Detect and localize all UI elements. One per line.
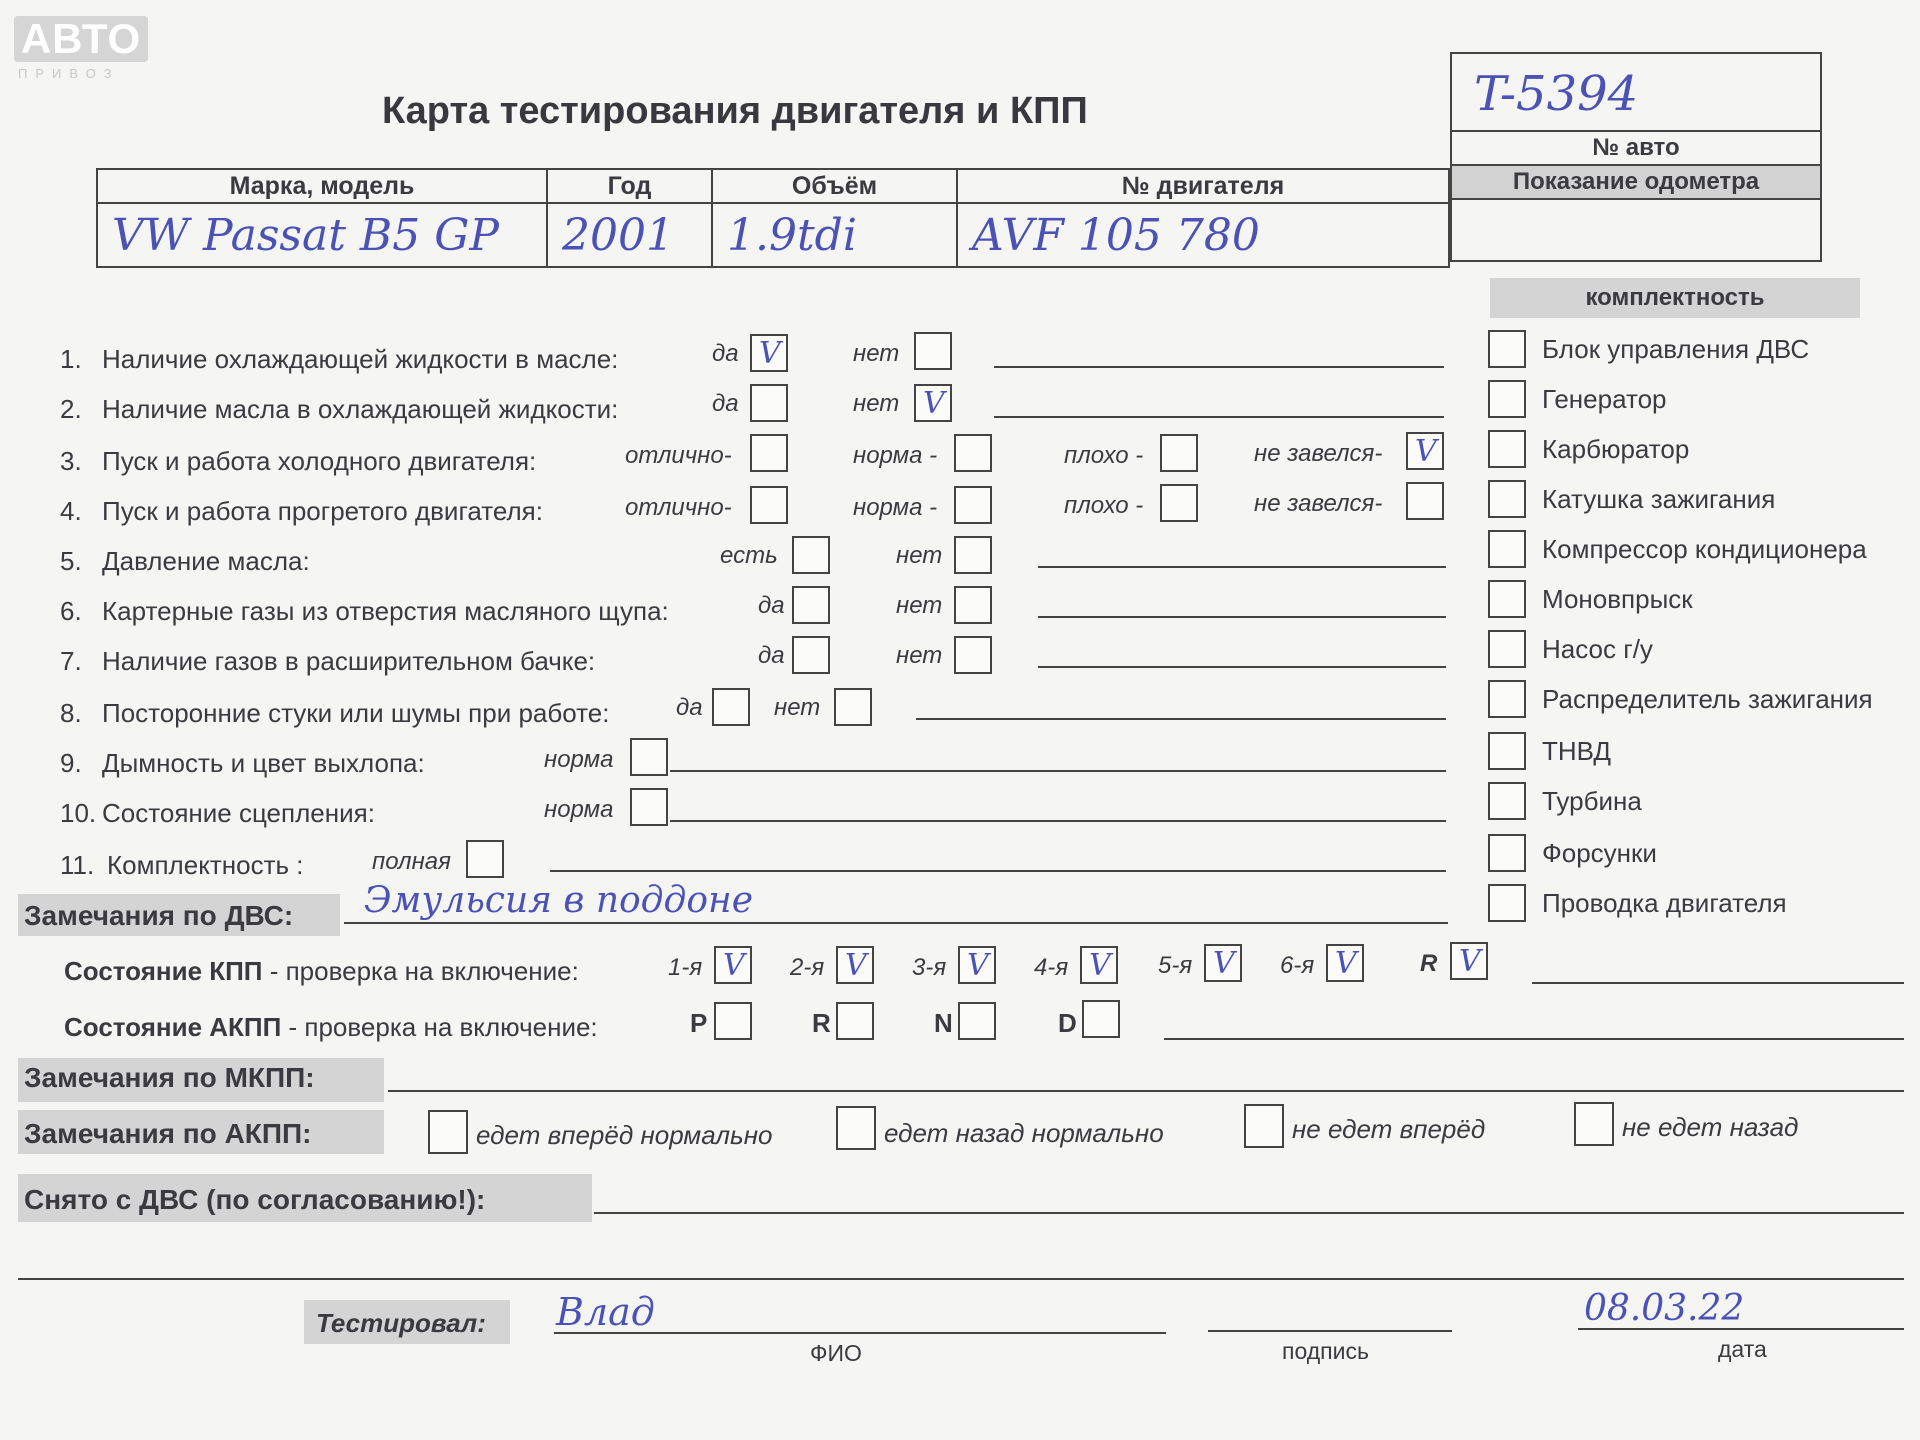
kpp-label-bold: Состояние КПП — [64, 956, 263, 986]
odometer-value-cell[interactable] — [1450, 198, 1822, 262]
question-number: 11. — [60, 850, 95, 880]
check-mark: V — [723, 948, 745, 983]
check-mark: V — [1415, 434, 1437, 469]
akpp-option-label: едет назад нормально — [884, 1118, 1164, 1148]
kpp-label-rest: - проверка на включение: — [262, 956, 579, 986]
make-model-value[interactable]: VW Passat B5 GP — [97, 203, 547, 267]
completeness-checkbox[interactable] — [1488, 580, 1526, 618]
question-text: Наличие масла в охлаждающей жидкости: — [102, 394, 619, 424]
question-number: 5. — [60, 546, 82, 576]
gear-label: R — [1420, 950, 1438, 977]
gear-checkbox[interactable] — [1450, 942, 1488, 980]
completeness-checkbox[interactable] — [1488, 834, 1526, 872]
completeness-checkbox[interactable] — [1488, 530, 1526, 568]
checkbox-yes[interactable] — [792, 536, 830, 574]
option-label: нет — [896, 542, 943, 569]
check-mark: V — [923, 386, 945, 421]
question-text: Наличие газов в расширительном бачке: — [102, 646, 596, 676]
car-number-value: T-5394 — [1474, 66, 1639, 122]
akpp-option-checkbox[interactable] — [1574, 1102, 1614, 1146]
checkbox-complete[interactable] — [466, 840, 504, 878]
comment-line[interactable] — [670, 770, 1446, 772]
completeness-checkbox[interactable] — [1488, 380, 1526, 418]
akpp-label — [64, 1012, 598, 1043]
question-number: 2. — [60, 394, 82, 424]
question-text: Состояние сцепления: — [102, 798, 375, 828]
check-mark: V — [1459, 944, 1481, 979]
mode-checkbox[interactable] — [836, 1002, 874, 1040]
option-label: нет — [853, 390, 900, 417]
engine-remarks-value[interactable]: Эмульсия в поддоне — [364, 880, 754, 921]
comment-line[interactable] — [1038, 616, 1446, 618]
mode-label: N — [934, 1008, 953, 1038]
option-label: есть — [720, 542, 778, 569]
comment-line[interactable] — [1038, 566, 1446, 568]
option-label: не завелся- — [1254, 440, 1383, 467]
check-mark: V — [845, 948, 867, 983]
gear-checkbox[interactable] — [1326, 944, 1364, 982]
car-number-cell[interactable] — [1452, 54, 1820, 132]
checkbox-no[interactable] — [954, 586, 992, 624]
completeness-item: Блок управления ДВС — [1542, 334, 1810, 364]
removed-line-2[interactable] — [18, 1278, 1904, 1280]
akpp-option-checkbox[interactable] — [428, 1110, 468, 1154]
option-label: плохо - — [1064, 492, 1144, 519]
mkpp-remarks-line[interactable] — [388, 1090, 1904, 1092]
date-value[interactable]: 08.03.22 — [1584, 1288, 1745, 1329]
date-label: дата — [1718, 1336, 1767, 1362]
option-label: норма - — [853, 442, 938, 469]
check-mark: V — [967, 948, 989, 983]
comment-line[interactable] — [1038, 666, 1446, 668]
completeness-checkbox[interactable] — [1488, 430, 1526, 468]
checkbox-bad[interactable] — [1160, 484, 1198, 522]
checkbox-yes[interactable] — [792, 586, 830, 624]
question-number: 3. — [60, 446, 82, 476]
check-mark: V — [1335, 946, 1357, 981]
akpp-comment-line[interactable] — [1164, 1038, 1904, 1040]
kpp-comment-line[interactable] — [1532, 982, 1904, 984]
comment-line[interactable] — [670, 820, 1446, 822]
completeness-checkbox[interactable] — [1488, 630, 1526, 668]
checkbox-no[interactable] — [834, 688, 872, 726]
checkbox-normal[interactable] — [954, 486, 992, 524]
option-label: норма — [544, 796, 614, 823]
option-label: плохо - — [1064, 442, 1144, 469]
completeness-item: Проводка двигателя — [1542, 888, 1787, 918]
completeness-checkbox[interactable] — [1488, 330, 1526, 368]
question-text: Дымность и цвет выхлопа: — [102, 748, 425, 778]
akpp-option-checkbox[interactable] — [836, 1106, 876, 1150]
mode-checkbox[interactable] — [1082, 1000, 1120, 1038]
question-number: 4. — [60, 496, 82, 526]
tester-name[interactable]: Влад — [556, 1290, 655, 1334]
akpp-remarks-label: Замечания по АКПП: — [24, 1118, 312, 1149]
mode-checkbox[interactable] — [958, 1002, 996, 1040]
akpp-option-label: едет вперёд нормально — [476, 1120, 773, 1150]
option-label: нет — [774, 694, 821, 721]
car-number-label: № авто — [1452, 132, 1820, 166]
checkbox-normal[interactable] — [630, 738, 668, 776]
question-text: Наличие охлаждающей жидкости в масле: — [102, 344, 619, 374]
gear-label: 4-я — [1034, 954, 1069, 981]
col-engine-number: № двигателя — [957, 169, 1449, 203]
mode-label: R — [812, 1008, 831, 1038]
question-number: 8. — [60, 698, 82, 728]
signature-line[interactable] — [1208, 1330, 1452, 1332]
vehicle-info-table — [96, 168, 1450, 268]
gear-checkbox[interactable] — [958, 946, 996, 984]
akpp-option-checkbox[interactable] — [1244, 1104, 1284, 1148]
check-mark: V — [1089, 948, 1111, 983]
question-text: Комплектность : — [107, 850, 304, 880]
mode-checkbox[interactable] — [714, 1002, 752, 1040]
gear-label: 5-я — [1158, 952, 1193, 979]
gear-checkbox[interactable] — [1204, 944, 1242, 982]
removed-label: Снято с ДВС (по согласованию!): — [24, 1184, 486, 1215]
option-label: полная — [372, 848, 451, 875]
completeness-item: Моновпрыск — [1542, 584, 1693, 614]
kpp-label — [64, 956, 579, 987]
mode-label: P — [690, 1008, 708, 1038]
gear-label: 2-я — [790, 954, 825, 981]
completeness-item: Катушка зажигания — [1542, 484, 1776, 514]
option-label: отлично- — [625, 494, 732, 521]
col-year: Год — [547, 169, 712, 203]
completeness-checkbox[interactable] — [1488, 732, 1526, 770]
completeness-item: Распределитель зажигания — [1542, 684, 1873, 714]
completeness-title: комплектность — [1490, 278, 1860, 318]
checkbox-no[interactable] — [954, 636, 992, 674]
completeness-item: Турбина — [1542, 786, 1642, 816]
question-number: 1. — [60, 344, 82, 374]
gear-checkbox[interactable] — [836, 946, 874, 984]
question-text: Пуск и работа холодного двигателя: — [102, 446, 537, 476]
check-mark: V — [1213, 946, 1235, 981]
comment-line[interactable] — [994, 416, 1444, 418]
checkbox-yes[interactable] — [750, 384, 788, 422]
question-number: 7. — [60, 646, 82, 676]
checkbox-not-started[interactable] — [1406, 432, 1444, 470]
tested-label: Тестировал: — [316, 1308, 486, 1338]
engine-remarks-line — [344, 922, 1448, 924]
odometer-label: Показание одометра — [1452, 166, 1820, 200]
question-number: 10. — [60, 798, 97, 828]
gear-label: 3-я — [912, 954, 947, 981]
option-label: норма - — [853, 494, 938, 521]
checkbox-normal[interactable] — [954, 434, 992, 472]
fio-label: ФИО — [810, 1340, 862, 1366]
completeness-item: Насос г/у — [1542, 634, 1653, 664]
option-label: норма — [544, 746, 614, 773]
mkpp-remarks-label: Замечания по МКПП: — [24, 1062, 315, 1093]
checkbox-yes[interactable] — [792, 636, 830, 674]
completeness-checkbox[interactable] — [1488, 680, 1526, 718]
option-label: нет — [896, 592, 943, 619]
option-label: отлично- — [625, 442, 732, 469]
question-text: Картерные газы из отверстия масляного щупа: — [102, 596, 669, 626]
logo: АВТО — [14, 16, 148, 62]
engine-remarks-label: Замечания по ДВС: — [24, 900, 294, 931]
completeness-item: Компрессор кондиционера — [1542, 534, 1867, 564]
option-label: да — [758, 642, 785, 669]
fio-line — [554, 1332, 1166, 1334]
option-label: да — [712, 340, 739, 367]
engine-number-value[interactable]: AVF 105 780 — [957, 203, 1449, 267]
option-label: нет — [896, 642, 943, 669]
completeness-checkbox[interactable] — [1488, 884, 1526, 922]
option-label: да — [758, 592, 785, 619]
akpp-label-bold: Состояние АКПП — [64, 1012, 282, 1042]
question-text: Пуск и работа прогретого двигателя: — [102, 496, 543, 526]
question-number: 9. — [60, 748, 82, 778]
comment-line[interactable] — [994, 366, 1444, 368]
checkbox-not-started[interactable] — [1406, 482, 1444, 520]
option-label: нет — [853, 340, 900, 367]
question-number: 6. — [60, 596, 82, 626]
removed-line[interactable] — [594, 1212, 1904, 1214]
checkbox-no[interactable] — [914, 332, 952, 370]
completeness-item: Форсунки — [1542, 838, 1657, 868]
question-text: Давление масла: — [102, 546, 310, 576]
check-mark: V — [759, 336, 781, 371]
checkbox-no[interactable] — [914, 384, 952, 422]
col-make-model: Марка, модель — [97, 169, 547, 203]
akpp-option-label: не едет вперёд — [1292, 1114, 1486, 1144]
mode-label: D — [1058, 1008, 1077, 1038]
option-label: да — [712, 390, 739, 417]
completeness-checkbox[interactable] — [1488, 480, 1526, 518]
option-label: не завелся- — [1254, 490, 1383, 517]
signature-label: подпись — [1282, 1338, 1369, 1364]
gear-label: 6-я — [1280, 952, 1315, 979]
option-label: да — [676, 694, 703, 721]
logo-subtitle: ПРИВОЗ — [18, 66, 120, 81]
completeness-checkbox[interactable] — [1488, 782, 1526, 820]
gear-label: 1-я — [668, 954, 703, 981]
checkbox-excellent[interactable] — [750, 486, 788, 524]
checkbox-no[interactable] — [954, 536, 992, 574]
comment-line[interactable] — [550, 870, 1446, 872]
gear-checkbox[interactable] — [1080, 946, 1118, 984]
volume-value[interactable]: 1.9tdi — [712, 203, 957, 267]
checkbox-bad[interactable] — [1160, 434, 1198, 472]
year-value[interactable]: 2001 — [547, 203, 712, 267]
checkbox-normal[interactable] — [630, 788, 668, 826]
comment-line[interactable] — [916, 718, 1446, 720]
checkbox-excellent[interactable] — [750, 434, 788, 472]
col-volume: Объём — [712, 169, 957, 203]
akpp-option-label: не едет назад — [1622, 1112, 1799, 1142]
completeness-item: Генератор — [1542, 384, 1667, 414]
page-title: Карта тестирования двигателя и КПП — [382, 90, 1088, 132]
question-text: Посторонние стуки или шумы при работе: — [102, 698, 610, 728]
completeness-item: Карбюратор — [1542, 434, 1690, 464]
date-line — [1578, 1328, 1904, 1330]
akpp-label-rest: - проверка на включение: — [281, 1012, 598, 1042]
completeness-item: ТНВД — [1542, 736, 1612, 766]
checkbox-yes[interactable] — [750, 334, 788, 372]
checkbox-yes[interactable] — [712, 688, 750, 726]
gear-checkbox[interactable] — [714, 946, 752, 984]
